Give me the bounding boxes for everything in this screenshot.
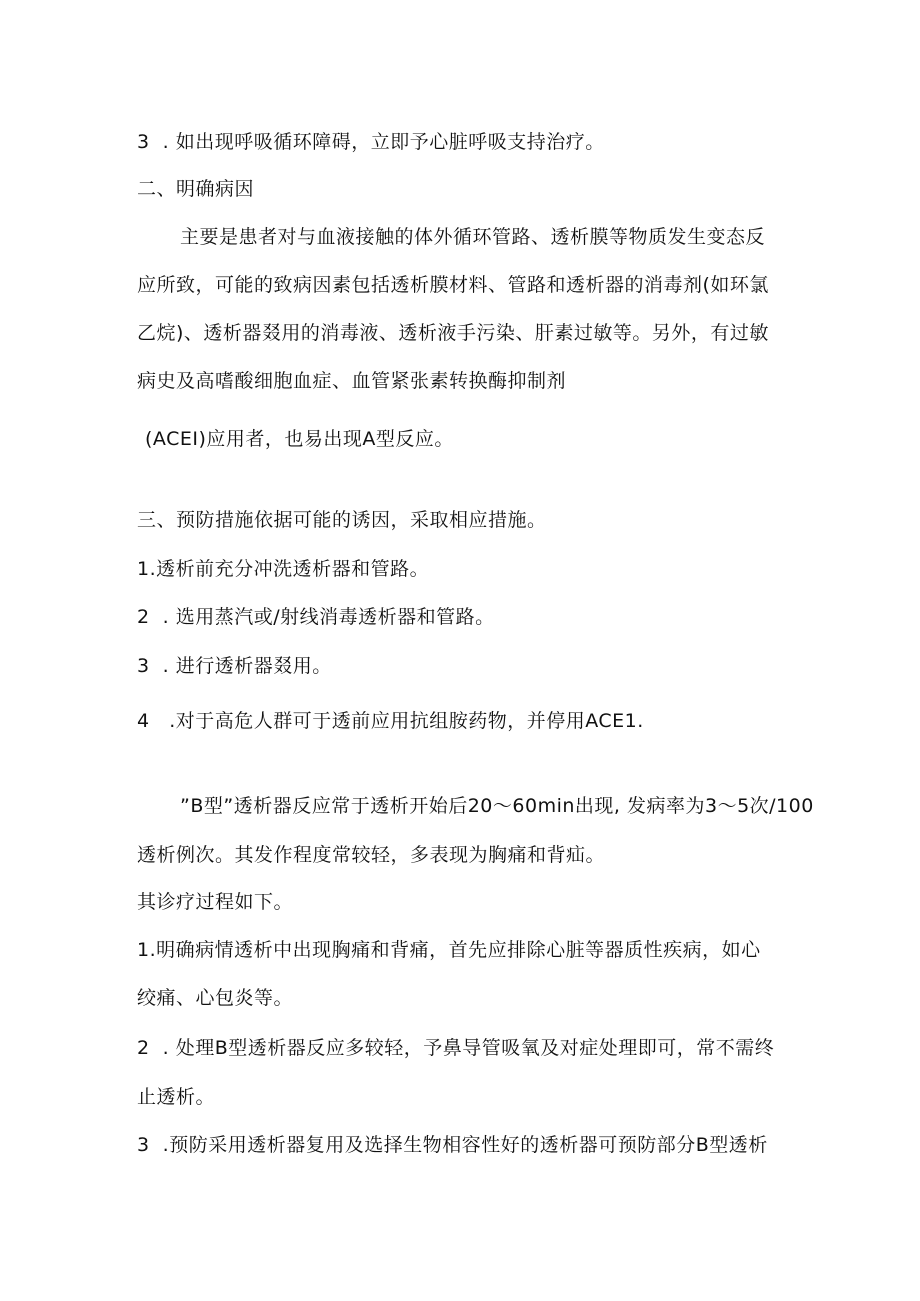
text-line: 3 .预防采用透析器复用及选择生物相容性好的透析器可预防部分B型透析 (137, 1134, 768, 1156)
text-line: 主要是患者对与血液接触的体外循环管路、透析膜等物质发生变态反 (180, 226, 766, 248)
section-heading: 三、预防措施依据可能的诱因，采取相应措施。 (137, 509, 547, 531)
text-line: 病史及高嗜酸细胞血症、血管紧张素转换酶抑制剂 (137, 370, 567, 392)
text-line: 3 . 进行透析器叕用。 (137, 655, 332, 677)
text-line: ”B型”透析器反应常于透析开始后20～60min出现, 发病率为3～5次/100 (180, 795, 814, 817)
text-line: 1.明确病情透析中出现胸痛和背痛，首先应排除心脏等器质性疾病，如心 (137, 939, 761, 961)
text-line: 2 . 处理B型透析器反应多较轻，予鼻导管吸氧及对症处理即可，常不需终 (137, 1037, 775, 1059)
text-line: 2 . 选用蒸汽或/射线消毒透析器和管路。 (137, 606, 495, 628)
text-line: 1.透析前充分冲洗透析器和管路。 (137, 558, 430, 580)
section-heading: 二、明确病因 (137, 178, 255, 200)
text-line: 止透析。 (137, 1086, 216, 1108)
text-line: 透析例次。其发作程度常较轻，多表现为胸痛和背疝。 (137, 844, 606, 866)
text-line: 3 . 如出现呼吸循环障碍，立即予心脏呼吸支持治疗。 (137, 131, 605, 153)
text-line: 应所致，可能的致病因素包括透析膜材料、管路和透析器的消毒剂(如环氯 (137, 274, 769, 296)
text-line: 绞痛、心包炎等。 (137, 987, 294, 1009)
text-line: 乙烷)、透析器叕用的消毒液、透析液手污染、肝素过敏等。另外，有过敏 (137, 322, 769, 344)
text-line: 4 .对于高危人群可于透前应用抗组胺药物，并停用ACE1. (137, 710, 644, 732)
text-line: 其诊疗过程如下。 (137, 891, 294, 913)
text-line: (ACEI)应用者，也易出现A型反应。 (145, 428, 454, 450)
